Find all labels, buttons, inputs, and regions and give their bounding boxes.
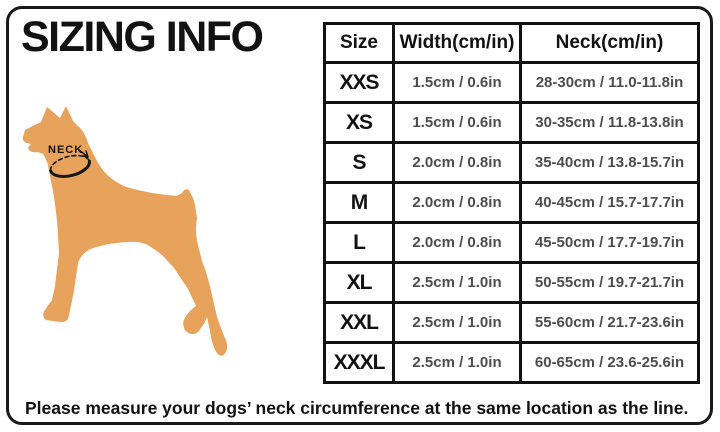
dog-illustration <box>8 96 248 376</box>
sizing-table <box>323 22 700 384</box>
table-row <box>325 183 699 223</box>
size-cell: M <box>325 183 394 223</box>
neck-cell: 45-50cm / 17.7-19.7in <box>521 223 699 263</box>
size-cell: XXS <box>325 63 394 103</box>
width-cell: 2.0cm / 0.8in <box>394 183 521 223</box>
neck-cell: 40-45cm / 15.7-17.7in <box>521 183 699 223</box>
neck-cell: 50-55cm / 19.7-21.7in <box>521 263 699 303</box>
size-cell: L <box>325 223 394 263</box>
table-row <box>325 63 699 103</box>
width-cell: 2.5cm / 1.0in <box>394 343 521 383</box>
header-size: Size <box>325 24 394 63</box>
header-width: Width(cm/in) <box>394 24 521 63</box>
size-cell: XL <box>325 263 394 303</box>
size-cell: XXXL <box>325 343 394 383</box>
measurement-note: Please measure your dogs’ neck circumference at the same location as the line. <box>25 398 689 418</box>
neck-cell: 28-30cm / 11.0-11.8in <box>521 63 699 103</box>
table-row <box>325 263 699 303</box>
table-row <box>325 143 699 183</box>
neck-cell: 35-40cm / 13.8-15.7in <box>521 143 699 183</box>
size-cell: S <box>325 143 394 183</box>
table-row <box>325 343 699 383</box>
page-title: SIZING INFO <box>21 13 263 61</box>
table-row <box>325 303 699 343</box>
size-cell: XS <box>325 103 394 143</box>
width-cell: 2.0cm / 0.8in <box>394 223 521 263</box>
table-header-row <box>325 24 699 63</box>
neck-label: NECK <box>48 144 84 156</box>
width-cell: 2.5cm / 1.0in <box>394 303 521 343</box>
size-cell: XXL <box>325 303 394 343</box>
table-row <box>325 103 699 143</box>
width-cell: 1.5cm / 0.6in <box>394 63 521 103</box>
width-cell: 2.5cm / 1.0in <box>394 263 521 303</box>
neck-cell: 30-35cm / 11.8-13.8in <box>521 103 699 143</box>
width-cell: 1.5cm / 0.6in <box>394 103 521 143</box>
header-neck: Neck(cm/in) <box>521 24 699 63</box>
neck-cell: 60-65cm / 23.6-25.6in <box>521 343 699 383</box>
width-cell: 2.0cm / 0.8in <box>394 143 521 183</box>
neck-cell: 55-60cm / 21.7-23.6in <box>521 303 699 343</box>
table-row <box>325 223 699 263</box>
